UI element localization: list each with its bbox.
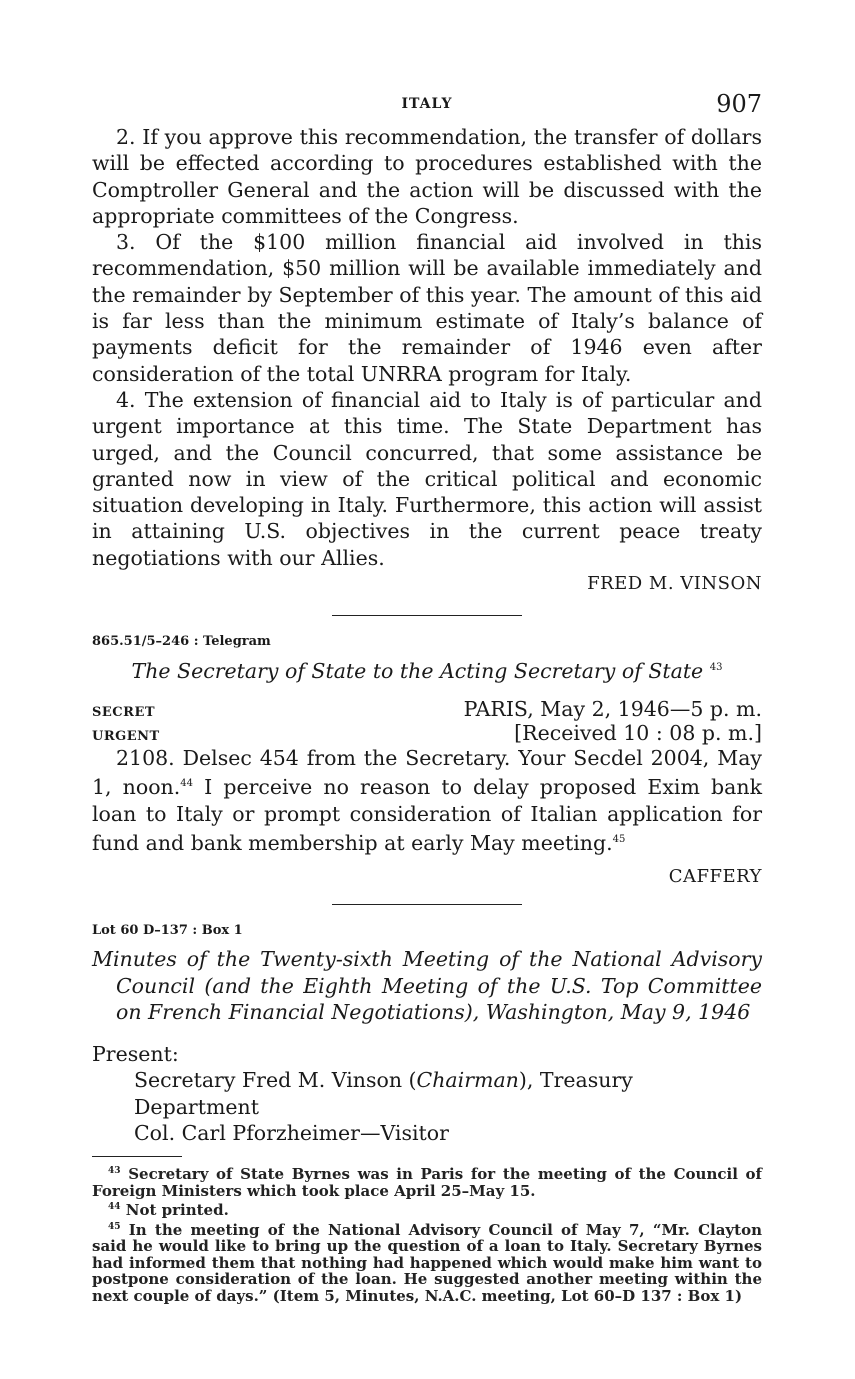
footnote-text: Secretary of State Byrnes was in Paris for the meeting of the Council of Foreign Ministers which took place April 25–May 15.	[92, 1165, 762, 1200]
page	[92, 90, 762, 1304]
telegram-received: [Received 10 : 08 p. m.]	[514, 721, 762, 746]
footnote-number: 45	[108, 1221, 121, 1232]
footnote-ref-44: 44	[180, 778, 194, 790]
telegram-meta-row-1	[92, 697, 762, 721]
memo-signature: FRED M. VINSON	[587, 573, 762, 595]
minutes-section	[92, 923, 762, 1146]
attendee-1-post: ), Treasury Department	[134, 1068, 633, 1119]
footnote-ref-45: 45	[612, 833, 626, 845]
minutes-file-reference: Lot 60 D–137 : Box 1	[92, 923, 243, 939]
memo-paragraph-2: 2. If you approve this recommendation, the transfer of dollars will be effected according to procedures established with the Comptroller General and the action will be discussed with the appropriate committees of the Congress.	[92, 125, 762, 228]
telegram-body-part-1: 2108. Delsec 454 from the Secretary. Your Secdel 2004, May 1, noon.	[92, 746, 762, 800]
telegram-title	[92, 659, 762, 683]
telegram-file-reference: 865.51/5–246 : Telegram	[92, 634, 271, 650]
telegram-section	[92, 634, 762, 890]
telegram-place-date: PARIS, May 2, 1946—5 p. m.	[463, 697, 762, 722]
minutes-title	[92, 946, 762, 1025]
telegram-body-part-2: I perceive no reason to delay proposed Exim bank loan to Italy or prompt consideration of Italian application for fund and bank membership at early May meeting.	[92, 775, 762, 855]
footnote-number: 44	[108, 1202, 121, 1213]
attendee-item: Col. Carl Pforzheimer—Visitor	[134, 1121, 449, 1146]
footnote-43	[92, 1163, 762, 1199]
present-label: Present:	[92, 1042, 179, 1067]
footnotes	[92, 1163, 762, 1304]
attendee-1-role: Chairman	[416, 1068, 519, 1093]
running-head	[92, 90, 762, 124]
telegram-title-text: The Secretary of State to the Acting Secretary of State	[131, 659, 704, 684]
telegram-signature: CAFFERY	[668, 866, 762, 888]
classification-secret: SECRET	[92, 705, 156, 721]
page-number: 907	[716, 90, 762, 118]
minutes-title-part-2: and the Eighth Meeting of the U.S. Top Committee on French Financial Negotiations	[116, 973, 763, 1024]
footnote-number: 43	[108, 1166, 121, 1177]
section-divider	[332, 615, 522, 616]
memo-section	[92, 124, 762, 597]
attendee-1-pre: Secretary Fred M. Vinson (	[134, 1068, 417, 1093]
attendee-item	[134, 1067, 762, 1120]
footnote-text: Not printed.	[125, 1201, 229, 1220]
footnote-45	[92, 1219, 762, 1305]
memo-paragraph-3: 3. Of the $100 million financial aid involved in this recommendation, $50 million will be available immediately and the remainder by September of this year. The amount of this aid is far less than the minimum estimate of Italy’s balance of payments deficit for the remainder of 1946 even after consideration of the total UNRRA program for Italy.	[92, 230, 762, 386]
telegram-body	[92, 745, 762, 856]
section-divider	[332, 904, 522, 905]
footnote-44	[92, 1199, 762, 1219]
minutes-title-part-3: ),	[464, 999, 486, 1024]
footnote-text: In the meeting of the National Advisory Council of May 7, “Mr. Clayton said he would like to bring up the question of a loan to Italy. Secretary Byrnes had informed them that nothing had happened which would make him want to postpone consideration of the loan. He suggested another meeting within the next couple of days.” (Item 5, Minutes, N.A.C. meeting, Lot 60–D 137 : Box 1)	[92, 1220, 762, 1305]
minutes-title-part-1: Minutes of the Twenty-sixth Meeting of the National Advisory Council (	[92, 947, 762, 998]
attendee-list	[92, 1067, 762, 1146]
running-head-title: ITALY	[401, 96, 453, 112]
classification-urgent: URGENT	[92, 729, 160, 745]
memo-paragraph-4: 4. The extension of financial aid to Italy is of particular and urgent importance at this time. The State Department has urged, and the Council concurred, that some assistance be granted now in view of the critical political and economic situation developing in Italy. Furthermore, this action will assist in attaining U.S. objectives in the current peace treaty negotiations with our Allies.	[92, 387, 762, 570]
telegram-meta-row-2	[92, 721, 762, 745]
minutes-title-part-4: Washington, May 9, 1946	[485, 999, 751, 1024]
footnote-divider	[92, 1156, 182, 1157]
footnote-ref-43: 43	[709, 662, 723, 674]
